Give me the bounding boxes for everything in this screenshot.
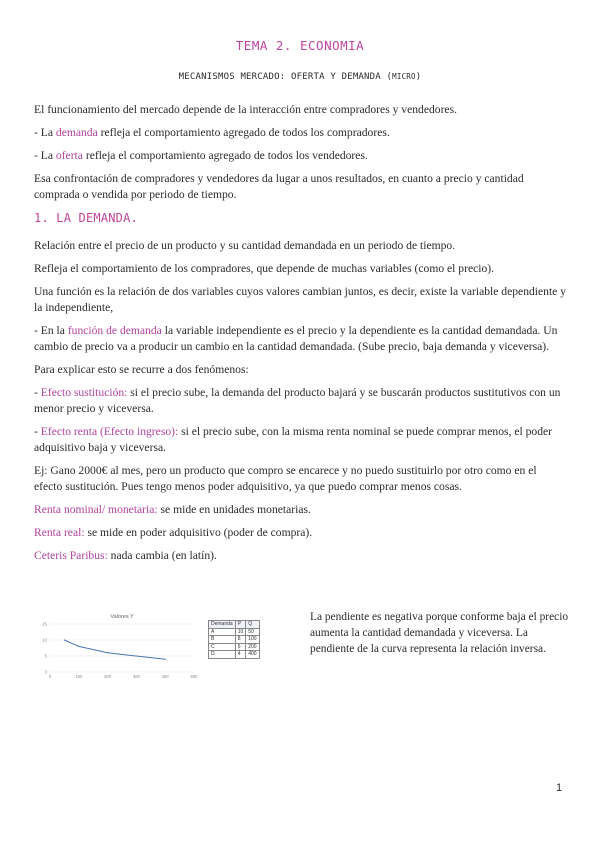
table-row — [209, 643, 260, 651]
section1-p4 — [34, 323, 566, 355]
y-tick-label: 5 — [44, 653, 47, 659]
table-cell: B — [209, 636, 236, 644]
section1-p3: Una función es la relación de dos variables cuyos valores cambian juntos, es decir, existe la variable dependiente y la independiente, — [34, 285, 567, 314]
section1-p1: Relación entre el precio de un producto y su cantidad demandada en un periodo de tiempo. — [34, 239, 456, 252]
data-point — [78, 646, 79, 647]
section1-p10-post: se mide en poder adquisitivo (poder de compra). — [84, 526, 313, 539]
section1-p5: Para explicar esto se recurre a dos fenómenos: — [34, 363, 249, 376]
x-tick-label: 300 — [132, 674, 140, 679]
demand-table-header-row — [209, 621, 260, 629]
subtitle-end: ) — [415, 72, 422, 82]
section1-p6-pre: - — [34, 386, 41, 399]
table-cell: 4 — [235, 651, 246, 659]
intro-p2-post: refleja el comportamiento agregado de todos los compradores. — [97, 126, 390, 139]
table-cell: 50 — [246, 628, 259, 636]
section1-p9 — [34, 502, 566, 518]
table-cell: 400 — [246, 651, 259, 659]
body-text — [34, 102, 566, 571]
keyword-ceteris-paribus: Ceteris Paribus: — [34, 549, 108, 562]
intro-p3 — [34, 148, 566, 164]
figure-area — [34, 610, 300, 682]
section1-p11 — [34, 548, 566, 564]
intro-p3-post: refleja el comportamiento agregado de todos los vendedores. — [82, 149, 368, 162]
table-cell: D — [209, 651, 236, 659]
table-row — [209, 651, 260, 659]
table-cell: 100 — [246, 636, 259, 644]
table-cell: 10 — [235, 628, 246, 636]
table-header-demanda: Demanda — [209, 621, 236, 629]
keyword-renta-real: Renta real: — [34, 526, 85, 539]
data-point — [64, 639, 65, 640]
intro-p2 — [34, 125, 566, 141]
subtitle — [0, 72, 600, 82]
demand-table — [208, 620, 260, 659]
keyword-funcion-demanda: función de demanda — [67, 324, 162, 337]
section1-p7-pre: - — [34, 425, 41, 438]
data-point — [165, 659, 166, 660]
table-cell: 6 — [235, 643, 246, 651]
subtitle-small: MICRO — [392, 72, 416, 81]
y-tick-label: 10 — [42, 637, 47, 643]
figure-note: La pendiente es negativa porque conforme baja el precio aumenta la cantidad demandada y viceversa. La pendiente de la curva representa la relación inversa. — [310, 611, 569, 655]
table-row — [209, 628, 260, 636]
intro-p2-pre: - La — [34, 126, 56, 139]
intro-p4: Esa confrontación de compradores y vendedores da lugar a unos resultados, en cuanto a precio y cantidad comprada o vendida por periodo de tiempo. — [34, 172, 524, 201]
table-cell: 8 — [235, 636, 246, 644]
x-tick-label: 500 — [190, 674, 198, 679]
section1-p6 — [34, 385, 566, 417]
keyword-demanda: demanda — [55, 126, 98, 139]
section1-p9-post: se mide en unidades monetarias. — [157, 503, 311, 516]
table-header-q: Q — [246, 621, 259, 629]
keyword-oferta: oferta — [55, 149, 83, 162]
data-point — [107, 652, 108, 653]
keyword-efecto-sustitucion: Efecto sustitución: — [40, 386, 128, 399]
demand-chart — [34, 610, 204, 682]
section1-p2: Refleja el comportamiento de los compradores, que depende de muchas variables (como el precio). — [34, 262, 495, 275]
section-heading-demanda: 1. LA DEMANDA. — [34, 211, 138, 225]
subtitle-main: MECANISMOS MERCADO: OFERTA Y DEMANDA ( — [178, 72, 393, 82]
intro-p1: El funcionamiento del mercado depende de la interacción entre compradores y vendedores. — [34, 103, 457, 116]
table-cell: A — [209, 628, 236, 636]
section1-p8: Ej: Gano 2000€ al mes, pero un producto que compro se encarece y no puedo sustituirlo por otro como en el efecto sustitución. Pues tengo menos poder adquisitivo, ya que puedo comprar menos cosas. — [34, 464, 537, 493]
section1-p4-pre: - En la — [34, 324, 68, 337]
demand-curve-line — [64, 640, 165, 659]
x-tick-label: 100 — [75, 674, 83, 679]
x-tick-label: 0 — [48, 674, 52, 679]
keyword-renta-nominal: Renta nominal/ monetaria: — [34, 503, 158, 516]
page-number: 1 — [556, 782, 563, 794]
y-tick-label: 0 — [44, 669, 47, 675]
section1-p6-post: si el precio sube, la demanda del producto bajará y se buscarán productos sustitutivos con un menor precio y viceversa. — [34, 386, 561, 415]
table-header-p: P — [235, 621, 246, 629]
intro-p3-pre: - La — [34, 149, 56, 162]
section1-p7 — [34, 424, 566, 456]
keyword-efecto-renta: Efecto renta (Efecto ingreso): — [40, 425, 179, 438]
x-tick-label: 400 — [161, 674, 169, 679]
table-row — [209, 636, 260, 644]
table-cell: 200 — [246, 643, 259, 651]
page-title: TEMA 2. ECONOMIA — [235, 38, 365, 53]
chart-title: Valores Y — [110, 614, 134, 620]
table-cell: C — [209, 643, 236, 651]
y-tick-label: 15 — [42, 621, 47, 627]
x-tick-label: 200 — [104, 674, 112, 679]
section1-p11-post: nada cambia (en latín). — [107, 549, 217, 562]
section1-p7-post: si el precio sube, con la misma renta nominal se puede comprar menos, el poder adquisitivo baja y viceversa. — [34, 425, 552, 454]
section1-p10 — [34, 525, 566, 541]
section1-p4-post: la variable independiente es el precio y la dependiente es la cantidad demandada. Un cambio de precio va a producir un cambio en la cantidad demandada. (Sube precio, baja demanda y viceversa). — [34, 324, 558, 353]
